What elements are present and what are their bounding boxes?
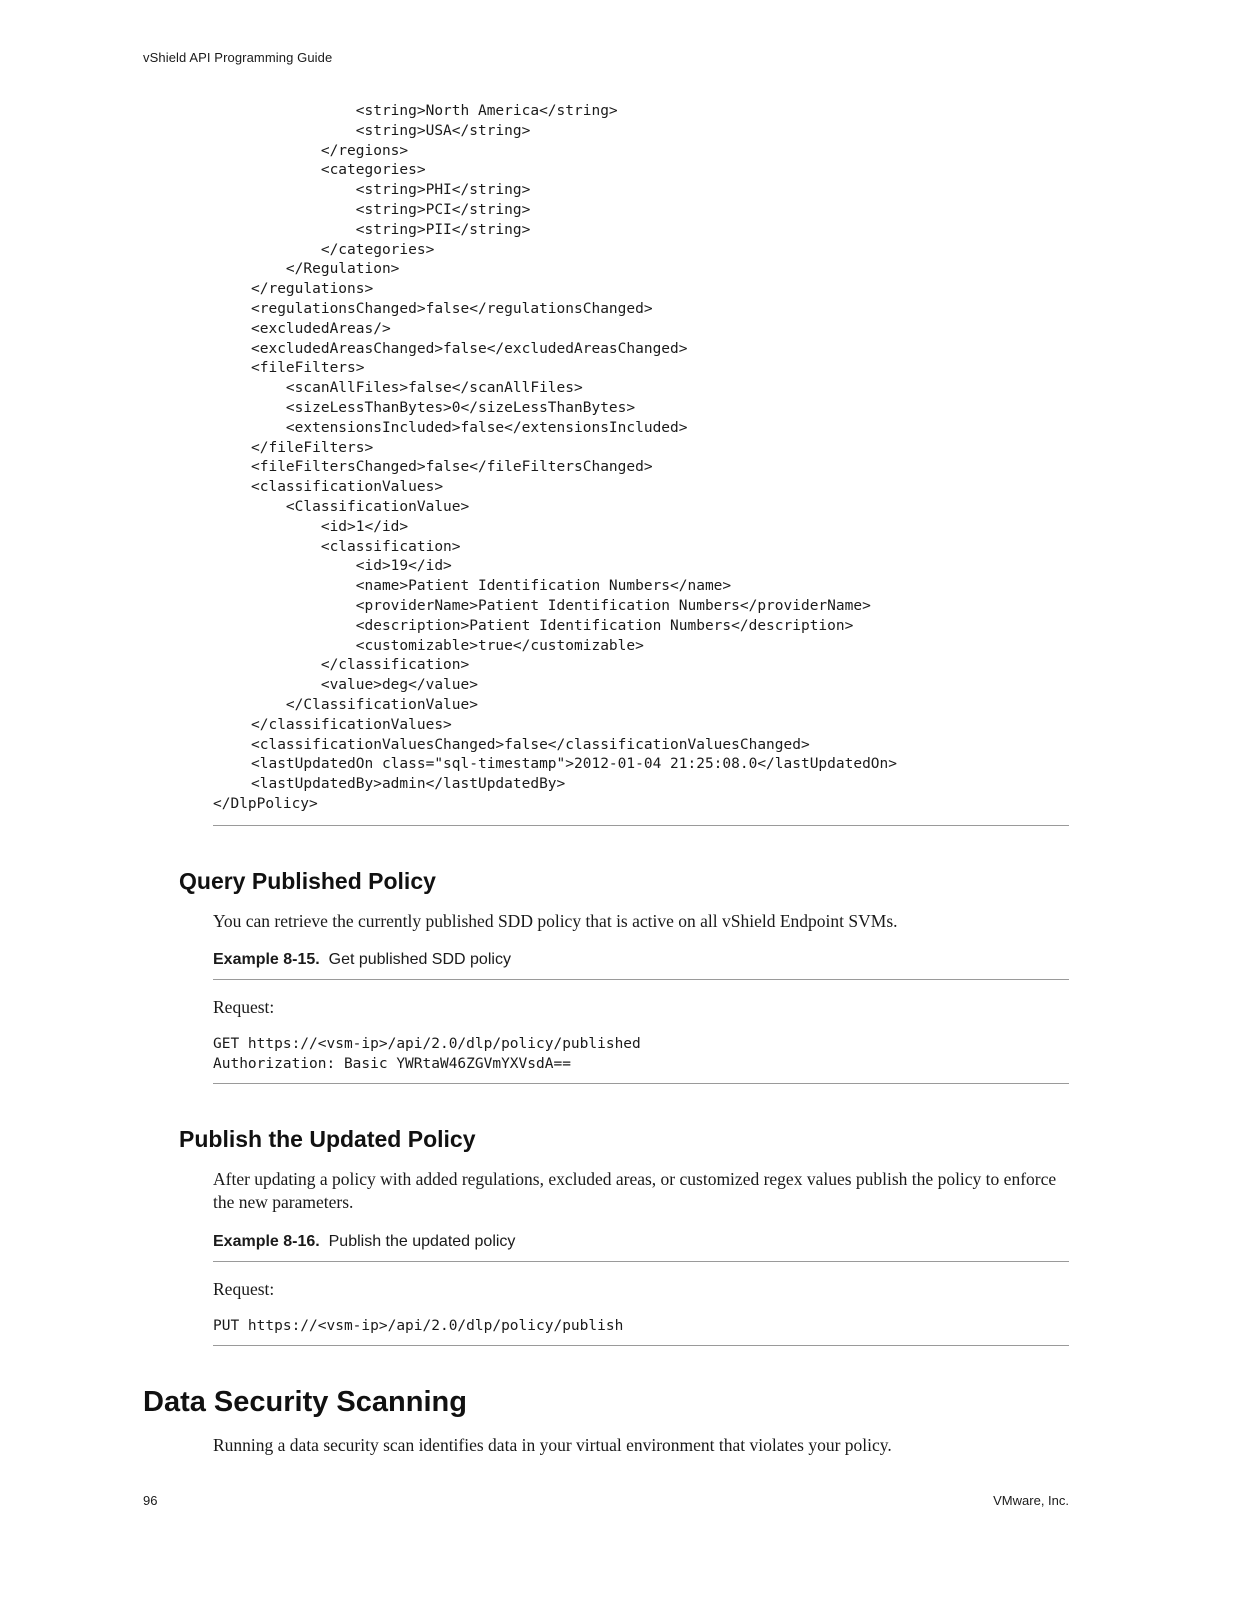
example-divider bbox=[213, 1261, 1069, 1262]
example-title: Publish the updated policy bbox=[328, 1233, 516, 1250]
page-number: 96 bbox=[143, 1493, 158, 1508]
query-policy-description: You can retrieve the currently published SDD policy that is active on all vShield Endpoint SVMs. bbox=[213, 911, 898, 931]
xml-code-body: <string>North America</string> <string>USA</string> </regions> <categories> <string>PHI</string> <string>PCI</string> <string>PII</string> </categories> </Regulation> </regulations> <regulationsChanged>false</regulationsChanged> <excludedAreas/> <excludedAreasChanged>false</excludedAreasChanged> <fileFilters> <scanAllFiles>false</scanAllFiles> <sizeLessThanBytes>0</sizeLessThanBytes> <extensionsIncluded>false</extensionsIncluded> </fileFilters> <fileFiltersChanged>false</fileFiltersChanged> <classificationValues> <ClassificationValue> <id>1</id> <classification> <id>19</id> <name>Patient Identification Numbers</name> <providerName>Patient Identification Numbers</providerName> <description>Patient Identification Numbers</description> <customizable>true</customizable> </classification> <value>deg</value> </ClassificationValue> </classificationValues> <classificationValuesChanged>false</classificationValuesChanged> <lastUpdatedOn class="sql-timestamp">2012-01-04 21:25:08.0</lastUpdatedOn> <lastUpdatedBy>admin</lastUpdatedBy> bbox=[251, 103, 898, 793]
request-code-block: GET https://<vsm-ip>/api/2.0/dlp/policy/published Authorization: Basic YWRtaW46ZGVmYXVsdA== bbox=[213, 1036, 641, 1072]
example-end-divider bbox=[213, 1083, 1069, 1084]
request-code-block: PUT https://<vsm-ip>/api/2.0/dlp/policy/publish bbox=[213, 1318, 624, 1334]
example-end-divider bbox=[213, 1345, 1069, 1346]
request-label: Request: bbox=[213, 997, 275, 1017]
example-divider bbox=[213, 979, 1069, 980]
xml-code-closing: </DlpPolicy> bbox=[213, 795, 318, 812]
data-security-scanning-description: Running a data security scan identifies data in your virtual environment that violates your policy. bbox=[213, 1435, 892, 1455]
example-8-15-caption bbox=[213, 951, 511, 969]
example-8-16-caption bbox=[213, 1233, 515, 1251]
xml-code-block bbox=[213, 102, 1069, 815]
heading-data-security-scanning: Data Security Scanning bbox=[143, 1386, 467, 1418]
footer-publisher: VMware, Inc. bbox=[993, 1493, 1069, 1508]
example-title: Get published SDD policy bbox=[328, 951, 511, 968]
heading-publish-updated-policy: Publish the Updated Policy bbox=[179, 1126, 476, 1152]
example-label: Example 8-16. bbox=[213, 1233, 320, 1250]
example-label: Example 8-15. bbox=[213, 951, 320, 968]
publish-policy-description: After updating a policy with added regulations, excluded areas, or customized regex values publish the policy to enforce the new parameters. bbox=[213, 1169, 1057, 1212]
request-label: Request: bbox=[213, 1279, 275, 1299]
code-block-divider bbox=[213, 825, 1069, 826]
running-header: vShield API Programming Guide bbox=[143, 50, 333, 65]
heading-query-published-policy: Query Published Policy bbox=[179, 868, 436, 894]
